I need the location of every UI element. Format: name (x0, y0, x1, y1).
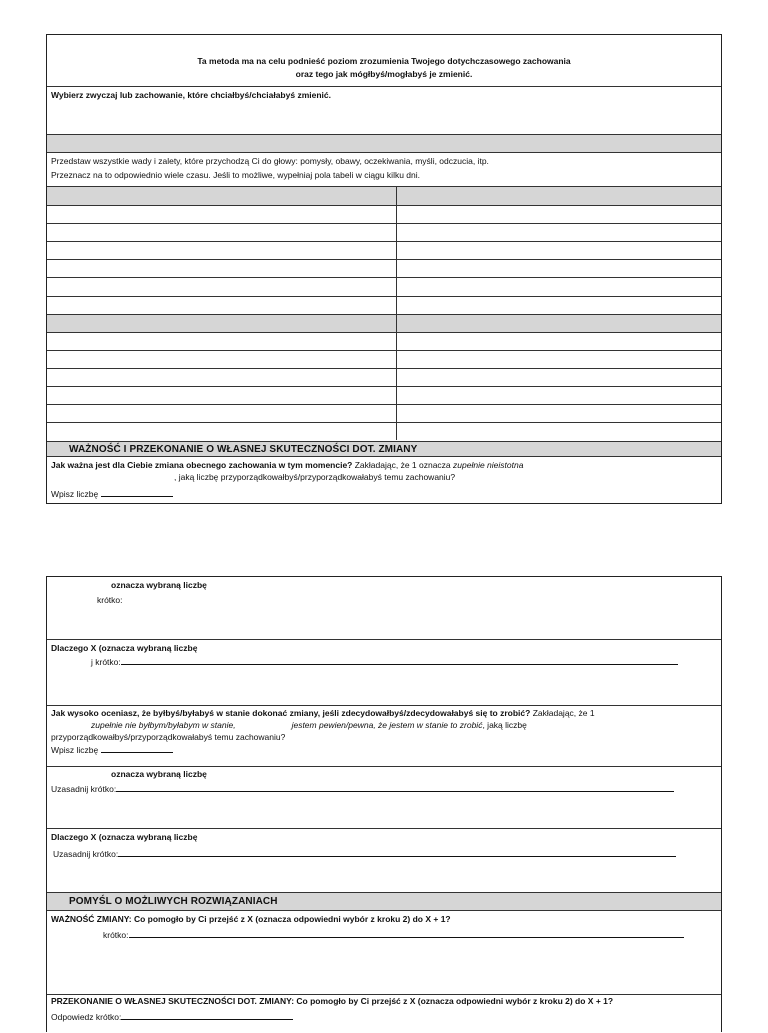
confidence-why-blank[interactable] (118, 848, 676, 857)
choose-behavior-label: Wybierz zwyczaj lub zachowanie, które chciałbyś/chciałabyś zmienić. (51, 90, 331, 100)
solution-confidence-answer[interactable] (51, 1011, 293, 1023)
pros-cons-mid-header-row (47, 314, 721, 332)
instructions-row (47, 153, 721, 187)
importance-why-blank[interactable] (121, 656, 678, 665)
importance-question-rest: Zakładając, że 1 oznacza (352, 460, 454, 470)
pros-cons-table (47, 187, 721, 441)
importance-justify-title: oznacza wybraną liczbę (111, 580, 207, 590)
importance-question-line-2: , jaką liczbę przyporządkowałbyś/przyporządkowałabyś temu zachowaniu? (174, 472, 456, 482)
importance-question-row[interactable] (47, 457, 721, 505)
confidence-question-tail: , jaką liczbę (482, 720, 527, 730)
importance-why-title: Dlaczego X (oznacza wybraną liczbę (51, 643, 198, 653)
intro-line-1: Ta metoda ma na celu podnieść poziom zrozumienia Twojego dotychczasowego zachowania (197, 56, 571, 66)
gray-separator-row (47, 135, 721, 153)
behavior-choice-row[interactable] (47, 87, 721, 135)
enter-number-label: Wpisz liczbę (51, 489, 99, 499)
solution-importance-label: krótko: (103, 930, 129, 940)
solution-confidence-row[interactable] (47, 995, 721, 1033)
solution-importance-title: WAŻNOŚĆ ZMIANY: Co pomogło by Ci przejść z X (oznacza odpowiedni wybór z kroku 2) do X + 1? (51, 914, 451, 924)
importance-enter-number[interactable] (51, 488, 173, 500)
confidence-question-line-2 (91, 720, 527, 731)
solution-confidence-title: PRZEKONANIE O WŁASNEJ SKUTECZNOŚCI DOT. ZMIANY: Co pomogło by Ci przejść z X (oznacza odpowiedni wybór z kroku 2) do X + 1? (51, 996, 614, 1006)
confidence-scale-low: zupełnie nie byłbym/byłabym w stanie, (91, 720, 236, 730)
confidence-justify-blank[interactable] (116, 783, 674, 792)
confidence-question-line-3: przyporządkowałbyś/przyporządkowałabyś temu zachowaniu? (51, 732, 286, 742)
intro-row (47, 35, 721, 87)
instructions-line-2: Przeznacz na to odpowiednio wiele czasu. Jeśli to możliwe, wypełniaj pola tabeli w ciągu kilku dni. (51, 170, 420, 180)
confidence-question-rest: Zakładając, że 1 (530, 708, 595, 718)
importance-question-bold: Jak ważna jest dla Ciebie zmiana obecnego zachowania w tym momencie? (51, 460, 353, 470)
importance-scale-low: zupełnie nieistotna (453, 460, 524, 470)
confidence-enter-label: Wpisz liczbę (51, 745, 99, 755)
confidence-justify-answer[interactable] (51, 783, 674, 795)
solution-importance-row[interactable] (47, 911, 721, 995)
solution-confidence-label: Odpowiedz krótko: (51, 1012, 122, 1022)
confidence-scale-high: jestem pewien/pewna, że jestem w stanie to zrobić (291, 720, 483, 730)
solution-importance-blank[interactable] (129, 929, 684, 938)
section-solutions-title: POMYŚL O MOŻLIWYCH ROZWIĄZANIACH (69, 896, 278, 907)
importance-why-row[interactable] (47, 640, 721, 706)
importance-justify-row[interactable] (47, 577, 721, 640)
confidence-justify-title: oznacza wybraną liczbę (111, 769, 207, 779)
importance-question-line-1 (51, 460, 523, 471)
section-header-importance (47, 441, 721, 457)
importance-justify-label: krótko: (97, 595, 123, 605)
importance-why-label: j krótko: (91, 657, 121, 667)
confidence-why-answer[interactable] (53, 848, 676, 860)
confidence-justify-label: Uzasadnij krótko: (51, 784, 117, 794)
importance-why-answer[interactable] (91, 656, 678, 668)
enter-number-blank[interactable] (101, 488, 173, 497)
confidence-enter-blank[interactable] (101, 744, 173, 753)
confidence-justify-row[interactable] (47, 767, 721, 829)
confidence-question-row[interactable] (47, 706, 721, 767)
worksheet-part-2 (46, 576, 722, 1032)
confidence-enter-number[interactable] (51, 744, 173, 756)
section-header-solutions (47, 893, 721, 911)
worksheet-part-1 (46, 34, 722, 504)
confidence-why-title: Dlaczego X (oznacza wybraną liczbę (51, 832, 198, 842)
confidence-why-row[interactable] (47, 829, 721, 893)
section-importance-title: WAŻNOŚĆ I PRZEKONANIE O WŁASNEJ SKUTECZNOŚCI DOT. ZMIANY (69, 444, 418, 455)
confidence-why-label: Uzasadnij krótko: (53, 849, 119, 859)
pros-cons-divider (396, 187, 397, 440)
instructions-line-1: Przedstaw wszystkie wady i zalety, które przychodzą Ci do głowy: pomysły, obawy, oczekiwania, myśli, odczucia, itp. (51, 156, 489, 166)
confidence-question-bold: Jak wysoko oceniasz, że byłbyś/byłabyś w stanie dokonać zmiany, jeśli zdecydowałbyś/zdecydowałabyś się to zrobić? (51, 708, 531, 718)
pros-cons-header-row (47, 187, 721, 205)
intro-line-2: oraz tego jak mógłbyś/mogłabyś je zmienić. (295, 69, 473, 79)
confidence-question-line-1 (51, 708, 595, 719)
solution-importance-answer[interactable] (103, 929, 684, 941)
solution-confidence-blank[interactable] (121, 1011, 293, 1020)
